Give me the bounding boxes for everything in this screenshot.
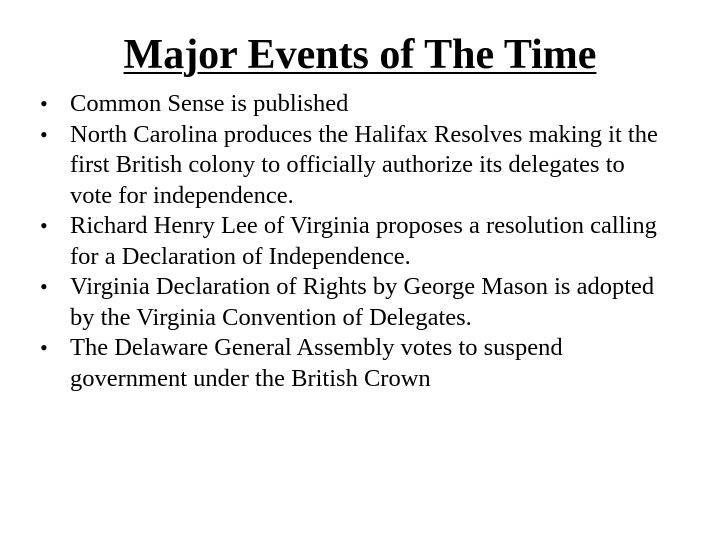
bullet-icon: • — [40, 91, 48, 116]
bullet-text: North Carolina produces the Halifax Resolves making it the first British colony to officially authorize its delegates to vote for independence. — [70, 120, 658, 209]
bullet-text: Common Sense is published — [70, 90, 349, 117]
bullet-icon: • — [40, 335, 48, 360]
bullet-text: The Delaware General Assembly votes to suspend government under the British Crown — [70, 334, 563, 392]
list-item — [40, 333, 670, 394]
bullet-icon: • — [40, 213, 48, 238]
bullet-text: Richard Henry Lee of Virginia proposes a resolution calling for a Declaration of Independence. — [70, 212, 657, 270]
list-item — [40, 89, 670, 120]
bullet-icon: • — [40, 274, 48, 299]
list-item — [40, 120, 670, 212]
list-item — [40, 211, 670, 272]
bullet-list — [40, 89, 670, 394]
bullet-text: Virginia Declaration of Rights by George Mason is adopted by the Virginia Convention of Delegates. — [70, 273, 655, 331]
list-item — [40, 272, 670, 333]
bullet-icon: • — [40, 121, 48, 147]
slide-title: Major Events of The Time — [123, 32, 597, 78]
